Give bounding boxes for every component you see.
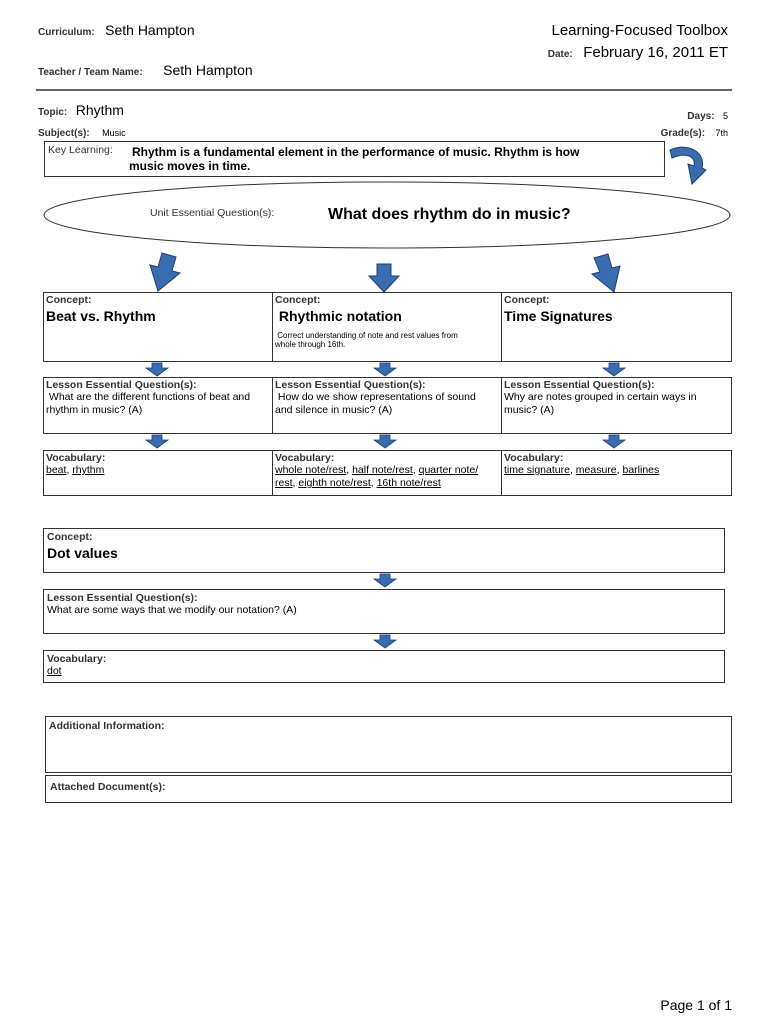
key-learning-line2: music moves in time.	[129, 159, 251, 173]
concept-note: whole through 16th.	[275, 340, 346, 349]
wide-vocab-content	[44, 651, 109, 680]
grades-label: Grade(s):	[660, 128, 706, 139]
vocab-label: Vocabulary:	[504, 452, 564, 464]
concept-title: Rhythmic notation	[275, 308, 402, 324]
leq-label: Lesson Essential Question(s):	[504, 379, 655, 391]
leq-text: Why are notes grouped in certain ways in	[504, 391, 697, 403]
vocab-term[interactable]: time signature	[504, 464, 570, 476]
vocab-term[interactable]: whole note/rest	[275, 464, 347, 476]
wide-concept-content	[44, 529, 121, 563]
key-learning-line1: Rhythm is a fundamental element in the performance of music. Rhythm is how	[132, 145, 580, 159]
arrow-down-icon	[374, 363, 396, 376]
arrow-down-icon	[146, 363, 168, 376]
vocab-term[interactable]: dot	[47, 665, 62, 677]
teacher-label: Teacher / Team Name:	[38, 67, 143, 78]
wide-leq-content	[44, 590, 724, 619]
concept-title: Beat vs. Rhythm	[46, 308, 156, 324]
arrow-down-icon	[146, 253, 182, 291]
vocab-term[interactable]: rest	[275, 477, 293, 489]
vocab-list: rest, eighth note/rest, 16th note/rest	[275, 477, 441, 489]
vocab-term[interactable]: measure	[575, 464, 617, 476]
concept-title: Dot values	[47, 545, 118, 561]
concept-label: Concept:	[46, 294, 92, 306]
grades-row	[661, 123, 728, 141]
subjects-label: Subject(s):	[38, 128, 90, 139]
vocab-term[interactable]: eighth note/rest	[298, 477, 371, 489]
concept-cell-1	[43, 292, 272, 326]
concept-label: Concept:	[275, 294, 321, 306]
vocab-label: Vocabulary:	[46, 452, 106, 464]
vocab-term[interactable]: half note/rest	[352, 464, 413, 476]
date-label: Date:	[547, 49, 573, 60]
leq-cell-3	[501, 377, 732, 419]
vocab-term[interactable]: 16th note/rest	[376, 477, 441, 489]
leq-text: and silence in music? (A)	[275, 404, 393, 416]
vocab-term[interactable]: rhythm	[72, 464, 105, 476]
wide-leq-box	[43, 589, 725, 634]
leq-text: What are the different functions of beat and	[46, 391, 251, 403]
arrow-down-icon	[374, 574, 396, 587]
vocab-list: whole note/rest, half note/rest, quarter note/	[275, 464, 479, 476]
leq-text: music? (A)	[504, 404, 555, 416]
vocab-label: Vocabulary:	[47, 653, 107, 665]
vocab-term[interactable]: barlines	[622, 464, 660, 476]
arrow-down-icon	[603, 363, 625, 376]
leq-text: rhythm in music? (A)	[46, 404, 143, 416]
key-learning-box	[44, 141, 665, 177]
vocab-list: time signature, measure, barlines	[504, 464, 660, 476]
key-learning-label: Key Learning:	[48, 144, 113, 156]
subjects-row	[38, 123, 126, 141]
header-divider	[36, 89, 732, 91]
teacher-value: Seth Hampton	[163, 62, 253, 78]
concept-cell-3	[501, 292, 732, 326]
concept-label: Concept:	[47, 531, 93, 543]
date-row	[548, 44, 728, 62]
leq-cell-1	[43, 377, 272, 419]
page-number: Page 1 of 1	[660, 997, 732, 1013]
vocab-cell-3	[501, 450, 732, 479]
leq-label: Lesson Essential Question(s):	[47, 592, 198, 604]
vocab-term[interactable]: beat	[46, 464, 67, 476]
vocab-term[interactable]: quarter note/	[418, 464, 479, 476]
arrow-down-icon	[374, 635, 396, 648]
curriculum-label: Curriculum:	[38, 27, 95, 38]
concept-label: Concept:	[504, 294, 550, 306]
unit-question-label: Unit Essential Question(s):	[150, 207, 275, 219]
attached-docs-box	[45, 775, 732, 803]
wide-concept-box	[43, 528, 725, 573]
curriculum-value: Seth Hampton	[105, 22, 195, 38]
attached-docs-label: Attached Document(s):	[50, 781, 166, 793]
arrow-down-icon	[368, 264, 400, 292]
additional-info-label: Additional Information:	[49, 720, 165, 732]
leq-cell-2	[272, 377, 501, 419]
days-row	[687, 106, 728, 124]
leq-label: Lesson Essential Question(s):	[275, 379, 426, 391]
concept-note: Correct understanding of note and rest values from	[275, 331, 458, 340]
vocab-label: Vocabulary:	[275, 452, 335, 464]
arrow-down-icon	[374, 435, 396, 448]
concept-cell-2	[272, 292, 501, 351]
concept-title: Time Signatures	[504, 308, 613, 324]
days-label: Days:	[687, 111, 715, 122]
arrow-down-icon	[146, 435, 168, 448]
subjects-value: Music	[102, 128, 126, 138]
wide-vocab-box	[43, 650, 725, 683]
arrow-down-icon	[590, 254, 626, 292]
arrow-down-icon	[603, 435, 625, 448]
leq-text: How do we show representations of sound	[275, 391, 476, 403]
date-value: February 16, 2011 ET	[583, 44, 728, 61]
days-value: 5	[722, 111, 728, 121]
grades-value: 7th	[715, 128, 728, 138]
topic-value: Rhythm	[75, 102, 124, 118]
unit-question-text: What does rhythm do in music?	[328, 206, 571, 223]
topic-row	[38, 102, 124, 120]
topic-label: Topic:	[38, 107, 68, 118]
vocab-cell-2	[272, 450, 501, 492]
vocab-list: beat, rhythm	[46, 464, 105, 476]
toolbox-title: Learning-Focused Toolbox	[551, 22, 728, 39]
vocab-cell-1	[43, 450, 272, 479]
leq-label: Lesson Essential Question(s):	[46, 379, 197, 391]
additional-info-box	[45, 716, 732, 773]
teacher-row	[38, 62, 253, 80]
leq-text: What are some ways that we modify our notation? (A)	[47, 604, 297, 616]
curriculum-row	[38, 22, 195, 40]
